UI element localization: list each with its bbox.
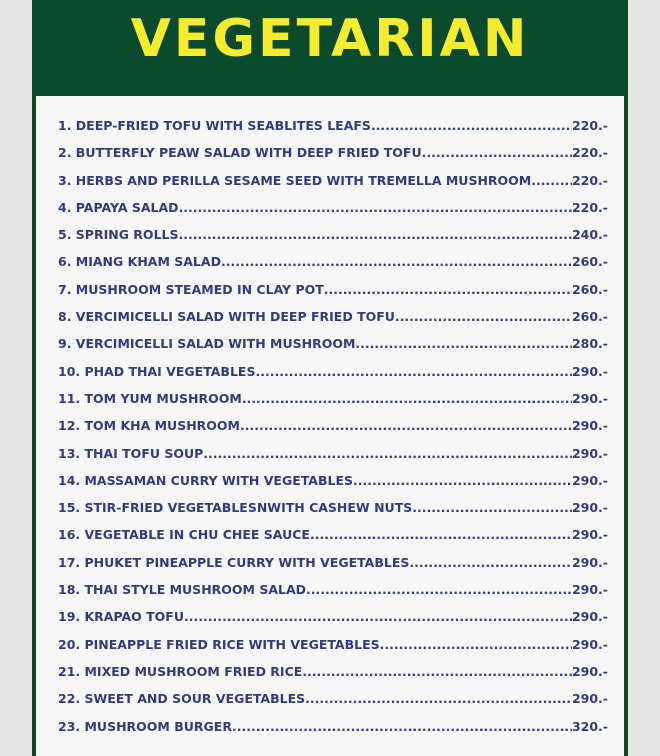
menu-item (58, 330, 608, 357)
menu-item-name: 22. SWEET AND SOUR VEGETABLES (58, 691, 306, 707)
menu-item-price: 260.- (571, 309, 608, 325)
menu-item-price: 220.- (571, 118, 608, 133)
menu-item (58, 494, 608, 521)
menu-item-leader-dots (306, 576, 572, 603)
menu-item-price: 290.- (571, 390, 608, 406)
menu-item (58, 167, 608, 194)
menu-item-leader-dots (324, 276, 572, 303)
menu-item-price: 260.- (571, 254, 608, 270)
menu-item-price: 290.- (571, 527, 608, 543)
menu-panel (32, 96, 628, 756)
menu-item-leader-dots (422, 139, 572, 166)
menu-item-name: 21. MIXED MUSHROOM FRIED RICE (58, 663, 303, 679)
menu-header (32, 0, 628, 96)
menu-item-leader-dots (240, 412, 572, 439)
menu-item-leader-dots (380, 631, 572, 658)
menu-item-price: 220.- (571, 145, 608, 161)
menu-item-leader-dots (409, 549, 572, 576)
menu-item-name: 6. MIANG KHAM SALAD (58, 254, 221, 270)
menu-item-leader-dots (179, 221, 572, 248)
menu-item-name: 20. PINEAPPLE FRIED RICE WITH VEGETABLES (58, 636, 380, 652)
menu-item-name: 11. TOM YUM MUSHROOM (58, 390, 242, 406)
menu-item-leader-dots (355, 330, 572, 357)
menu-item-name: 15. STIR-FRIED VEGETABLESNWITH CASHEW NUTS (58, 500, 413, 516)
menu-item-price: 290.- (571, 418, 608, 434)
menu-item-name: 12. TOM KHA MUSHROOM (58, 418, 240, 434)
menu-item (58, 631, 608, 658)
menu-item (58, 139, 608, 166)
menu-item (58, 276, 608, 303)
menu-item-price: 290.- (571, 472, 608, 488)
menu-item (58, 521, 608, 548)
menu-item-leader-dots (305, 685, 572, 712)
menu-item-name: 16. VEGETABLE IN CHU CHEE SAUCE (58, 527, 310, 543)
menu-item-name: 23. MUSHROOM BURGER (58, 718, 232, 734)
menu-item (58, 303, 608, 330)
menu-item-leader-dots (412, 494, 572, 521)
menu-item (58, 112, 608, 139)
menu-item-leader-dots (531, 167, 572, 194)
menu-item-price: 260.- (571, 281, 608, 297)
menu-item-name: 7. MUSHROOM STEAMED IN CLAY POT (58, 281, 324, 297)
menu-item-price: 290.- (571, 363, 608, 379)
menu-item (58, 412, 608, 439)
menu-title: VEGETARIAN (130, 9, 530, 69)
menu-item-leader-dots (395, 303, 572, 330)
menu-item-price: 320.- (571, 718, 608, 734)
menu-item (58, 467, 608, 494)
menu-item-name: 4. PAPAYA SALAD (58, 199, 179, 215)
menu-item-leader-dots (221, 248, 572, 275)
menu-item-leader-dots (179, 194, 572, 221)
menu-item (58, 248, 608, 275)
menu-item-price: 290.- (571, 445, 608, 461)
menu-item (58, 549, 608, 576)
menu-item-name: 17. PHUKET PINEAPPLE CURRY WITH VEGETABLES (58, 554, 410, 570)
menu-item-name: 14. MASSAMAN CURRY WITH VEGETABLES (58, 472, 354, 488)
menu-item-name: 1. DEEP-FRIED TOFU WITH SEABLITES LEAFS (58, 118, 371, 133)
menu-item-price: 290.- (571, 663, 608, 679)
menu-item-leader-dots (371, 112, 572, 139)
menu-item-leader-dots (353, 467, 572, 494)
menu-item-leader-dots (302, 658, 572, 685)
menu-item (58, 603, 608, 630)
menu-item (58, 576, 608, 603)
menu-item-price: 290.- (571, 582, 608, 598)
menu-item-name: 13. THAI TOFU SOUP (58, 445, 204, 461)
menu-item-price: 240.- (571, 227, 608, 243)
menu-item-price: 290.- (571, 500, 608, 516)
menu-item-leader-dots (232, 713, 572, 740)
menu-item (58, 713, 608, 740)
menu-item-name: 2. BUTTERFLY PEAW SALAD WITH DEEP FRIED TOFU (58, 145, 422, 161)
menu-item (58, 685, 608, 712)
menu-item-price: 280.- (571, 336, 608, 352)
menu-item-price: 220.- (571, 199, 608, 215)
menu-list (58, 112, 608, 740)
menu-item (58, 440, 608, 467)
menu-item-name: 19. KRAPAO TOFU (58, 609, 184, 625)
menu-item (58, 194, 608, 221)
menu-item-leader-dots (203, 440, 572, 467)
menu-item-name: 18. THAI STYLE MUSHROOM SALAD (58, 582, 307, 598)
menu-item-name: 3. HERBS AND PERILLA SESAME SEED WITH TREMELLA MUSHROOM (58, 172, 532, 188)
menu-item-leader-dots (255, 358, 572, 385)
menu-item-leader-dots (242, 385, 572, 412)
menu-item-leader-dots (310, 521, 572, 548)
menu-item-price: 290.- (571, 609, 608, 625)
menu-item-price: 290.- (571, 636, 608, 652)
menu-item (58, 358, 608, 385)
menu-item-name: 10. PHAD THAI VEGETABLES (58, 363, 256, 379)
menu-item (58, 221, 608, 248)
menu-item-name: 5. SPRING ROLLS (58, 227, 179, 243)
menu-item-name: 8. VERCIMICELLI SALAD WITH DEEP FRIED TOFU (58, 309, 395, 325)
menu-item (58, 658, 608, 685)
menu-item-leader-dots (184, 603, 572, 630)
menu-item-price: 290.- (571, 691, 608, 707)
menu-item-price: 220.- (571, 172, 608, 188)
menu-item (58, 385, 608, 412)
menu-item-price: 290.- (571, 554, 608, 570)
menu-item-name: 9. VERCIMICELLI SALAD WITH MUSHROOM (58, 336, 356, 352)
